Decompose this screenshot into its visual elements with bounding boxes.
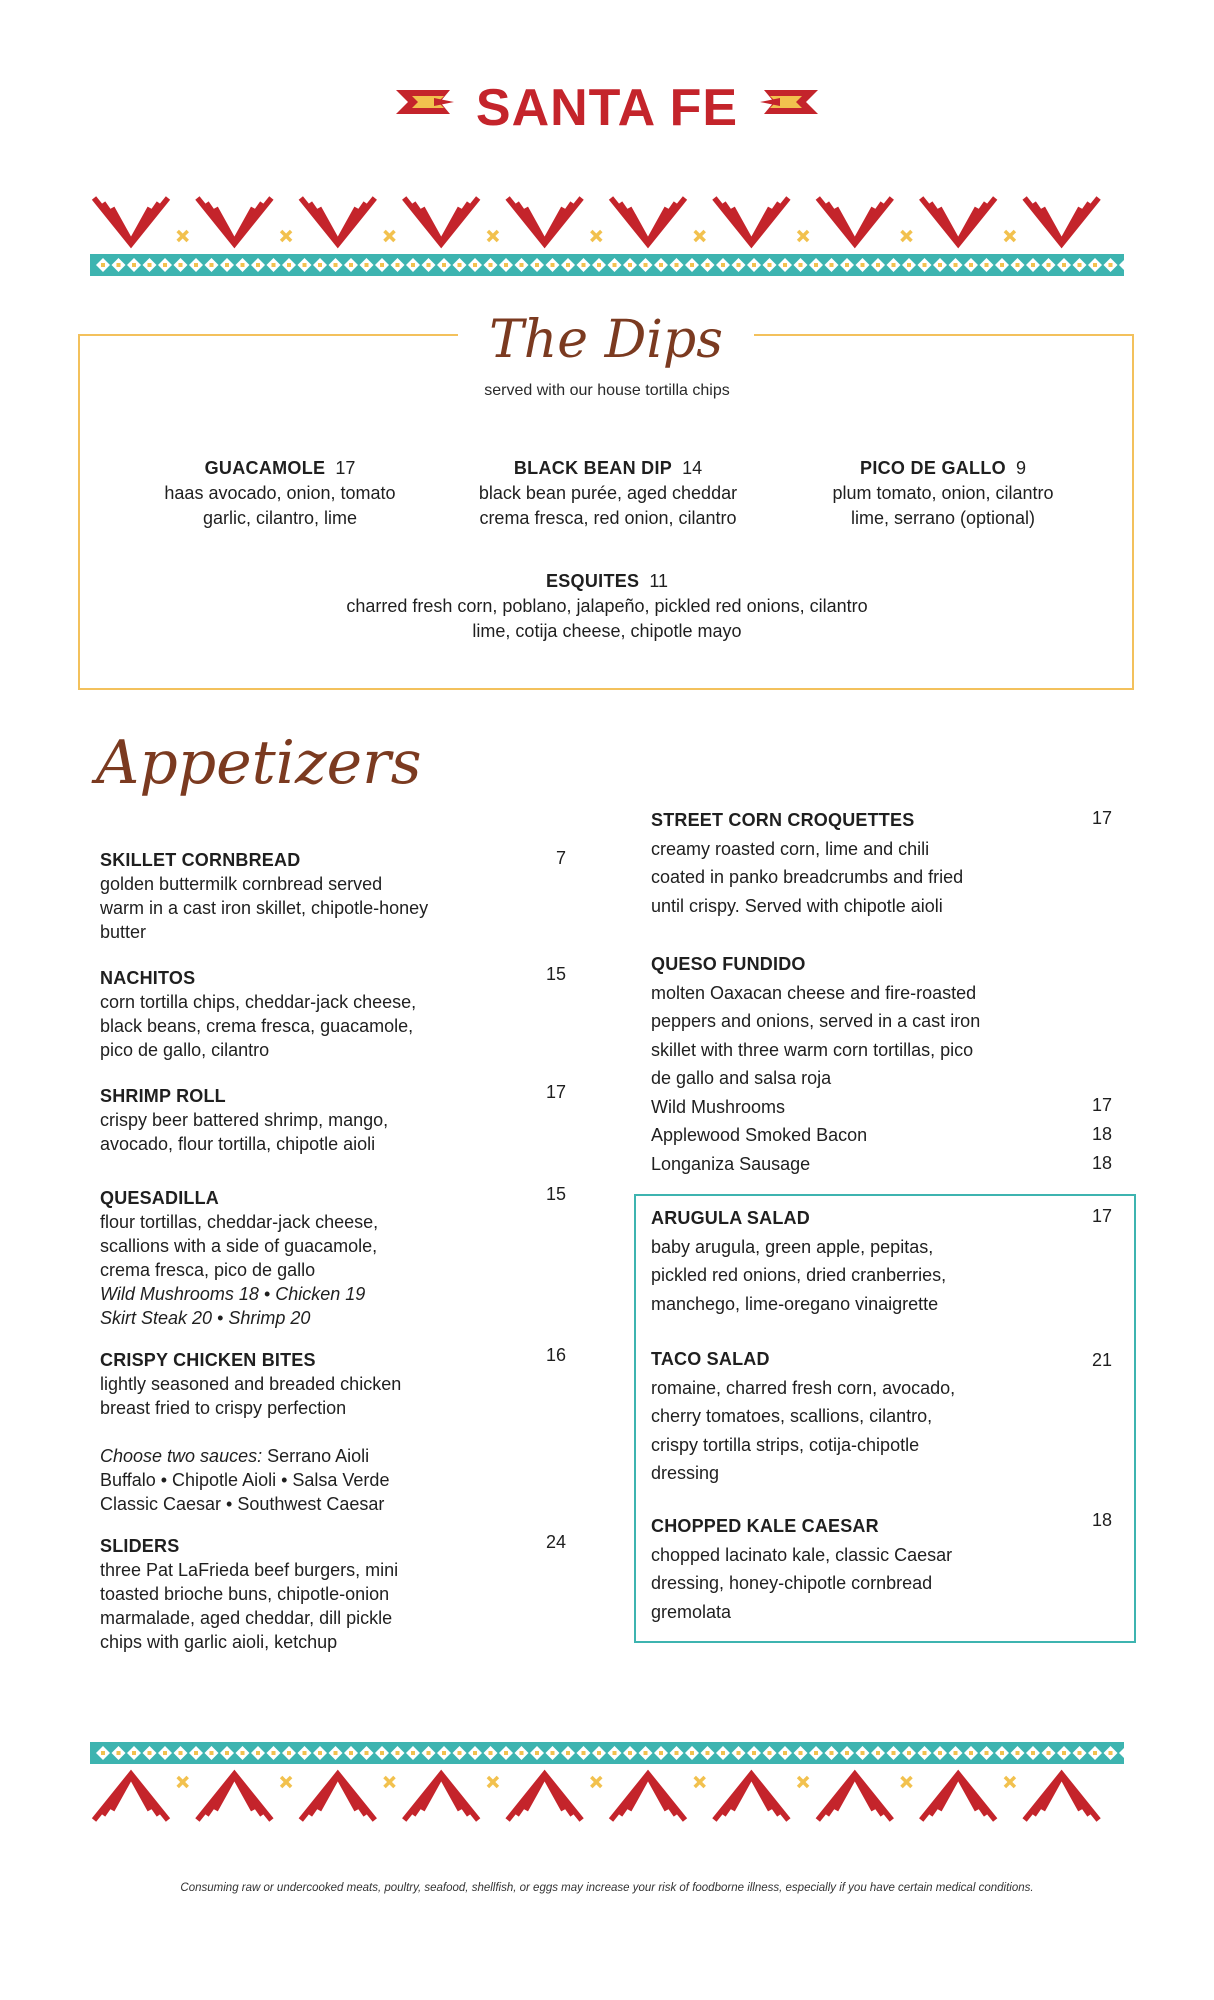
addon-price: 18 [1091,1124,1112,1144]
strip-dot [876,263,880,267]
menu-item [100,1186,470,1330]
strip-dot [1078,1751,1082,1755]
strip-dot [737,263,741,267]
item-name: CHOPPED KALE CAESAR [651,1516,879,1536]
dip-item [240,569,974,644]
chevron-ornament [197,1774,271,1820]
cross-ornament [798,1777,808,1787]
dip-name: BLACK BEAN DIP [513,458,673,478]
item-price: 15 [545,1184,566,1204]
chevron-ornament [94,1774,168,1820]
strip-dot [907,263,911,267]
strip-dot [814,263,818,267]
dip-price: 14 [682,458,703,478]
dip-desc-line: charred fresh corn, poblano, jalapeño, pickled red onions, cilantro [346,596,868,616]
strip-dot [396,1751,400,1755]
strip-dot [783,1751,787,1755]
strip-dot [473,263,477,267]
item-desc-line: corn tortilla chips, cheddar-jack cheese, [100,992,417,1012]
strip-dot [1016,263,1020,267]
strip-dot [1078,263,1082,267]
dip-desc-line: lime, serrano (optional) [850,508,1036,528]
addon-label: Longaniza Sausage [651,1153,811,1174]
strip-dot [876,1751,880,1755]
strip-dot [117,1751,121,1755]
item-desc-line: creamy roasted corn, lime and chili [651,838,930,859]
chevron-ornament [508,1774,582,1820]
strip-dot [799,263,803,267]
strip-dot [427,1751,431,1755]
strip-dot [458,1751,462,1755]
strip-dot [1031,1751,1035,1755]
strip-dot [613,263,617,267]
chevron-ornament [921,1774,995,1820]
strip-dot [163,263,167,267]
dips-title-wrap [458,302,754,376]
strip-dot [644,1751,648,1755]
item-desc-line: black beans, crema fresca, guacamole, [100,1016,414,1036]
strip-dot [318,1751,322,1755]
chevron-ornament [1025,1774,1099,1820]
strip-dot [923,263,927,267]
strip-dot [1000,263,1004,267]
dip-desc-line: garlic, cilantro, lime [202,508,358,528]
strip-dot [845,1751,849,1755]
strip-dot [272,263,276,267]
dip-desc-line: black bean purée, aged cheddar [478,483,738,503]
strip-dot [597,1751,601,1755]
strip-dot [132,1751,136,1755]
strip-dot [985,263,989,267]
item-desc-line: three Pat LaFrieda beef burgers, mini [100,1560,399,1580]
strip-dot [892,263,896,267]
strip-dot [566,263,570,267]
strip-dot [690,1751,694,1755]
strip-dot [1047,263,1051,267]
item-price: 17 [1091,808,1112,828]
strip-dot [256,263,260,267]
item-name: QUESO FUNDIDO [651,954,806,974]
strip-dot [969,1751,973,1755]
item-desc-line: toasted brioche buns, chipotle-onion [100,1584,390,1604]
addon-price: 17 [1091,1095,1112,1115]
dip-name: PICO DE GALLO [860,458,1006,478]
strip-dot [1031,263,1035,267]
item-desc-line: avocado, flour tortilla, chipotle aioli [100,1134,376,1154]
strip-dot [628,1751,632,1755]
item-name: SKILLET CORNBREAD [100,850,301,870]
strip-dot [706,263,710,267]
item-desc-line: de gallo and salsa roja [651,1068,832,1088]
item-option-line: Skirt Steak 20 • Shrimp 20 [100,1308,311,1328]
cross-ornament [488,1777,498,1787]
item-desc-line: manchego, lime-oregano vinaigrette [651,1293,939,1314]
strip-dot [659,1751,663,1755]
chevron-ornament [611,1774,685,1820]
strip-dot [1047,1751,1051,1755]
chevron-ornament [508,198,582,244]
strip-dot [303,1751,307,1755]
logo-wordmark: SANTA FE [475,79,739,137]
strip-dot [675,1751,679,1755]
item-price: 24 [545,1532,566,1552]
item-desc-line: butter [100,922,147,942]
item-desc-line: lightly seasoned and breaded chicken [100,1374,402,1394]
strip-dot [148,263,152,267]
strip-dot [644,263,648,267]
menu-item [100,1348,470,1516]
dip-price: 17 [335,458,356,478]
strip-dot [535,263,539,267]
strip-dot [380,263,384,267]
menu-item [651,1345,1031,1488]
chevron-ornament [404,1774,478,1820]
strip-dot [954,1751,958,1755]
strip-dot [907,1751,911,1755]
strip-dot [861,1751,865,1755]
chevron-ornament [94,198,168,244]
strip-dot [830,1751,834,1755]
strip-dot [458,263,462,267]
strip-dot [690,263,694,267]
dip-desc-line: lime, cotija cheese, chipotle mayo [472,621,742,641]
menu-item [651,1512,1031,1626]
item-desc-line: cherry tomatoes, scallions, cilantro, [651,1406,933,1426]
strip-dot [923,1751,927,1755]
cross-ornament [281,1777,291,1787]
strip-dot [489,1751,493,1755]
menu-item [100,966,470,1062]
strip-dot [535,1751,539,1755]
cross-ornament [695,231,705,241]
cross-ornament [281,231,291,241]
strip-dot [334,263,338,267]
item-desc-line: romaine, charred fresh corn, avocado, [651,1377,956,1398]
menu-item [651,1204,1031,1318]
item-desc-line: marmalade, aged cheddar, dill pickle [100,1608,393,1628]
strip-dot [225,263,229,267]
strip-dot [613,1751,617,1755]
item-desc-line: breast fried to crispy perfection [100,1398,347,1418]
strip-dot [442,1751,446,1755]
strip-dot [101,263,105,267]
strip-dot [504,263,508,267]
food-safety-disclaimer: Consuming raw or undercooked meats, poultry, seafood, shellfish, or eggs may increase your risk of foodborne illness, especially if you have certain medical conditions. [180,1882,1034,1894]
item-name: TACO SALAD [651,1349,770,1369]
dip-desc-line: plum tomato, onion, cilantro [832,483,1054,503]
strip-dot [256,1751,260,1755]
strip-dot [179,1751,183,1755]
item-desc-line: dressing [651,1463,720,1483]
cross-ornament [591,1777,601,1787]
item-desc-line: pico de gallo, cilantro [100,1040,270,1060]
item-name: STREET CORN CROQUETTES [651,810,915,830]
chevron-ornament [301,1774,375,1820]
strip-dot [334,1751,338,1755]
item-price: 17 [1091,1206,1112,1226]
strip-dot [194,263,198,267]
strip-dot [582,263,586,267]
item-desc-line: baby arugula, green apple, pepitas, [651,1236,934,1257]
strip-dot [1109,263,1113,267]
dip-price: 11 [649,571,669,591]
cross-ornament [178,1777,188,1787]
strip-dot [628,263,632,267]
menu-item [100,848,470,944]
menu-item [651,950,1031,1178]
strip-dot [132,263,136,267]
top-pattern-band [90,196,1124,278]
chevron-ornament [714,198,788,244]
item-name: SHRIMP ROLL [100,1086,226,1106]
item-name: CRISPY CHICKEN BITES [100,1350,316,1370]
strip-dot [1109,1751,1113,1755]
strip-dot [1062,263,1066,267]
sauce-first: Serrano Aioli [267,1446,370,1466]
strip-dot [365,263,369,267]
strip-dot [473,1751,477,1755]
strip-dot [427,263,431,267]
cross-ornament [1005,231,1015,241]
cross-ornament [902,1777,912,1787]
chevron-ornament [818,1774,892,1820]
strip-dot [830,263,834,267]
strip-dot [861,263,865,267]
strip-dot [504,1751,508,1755]
strip-dot [892,1751,896,1755]
strip-dot [566,1751,570,1755]
item-desc-line: coated in panko breadcrumbs and fried [651,867,964,887]
item-option-line: Wild Mushrooms 18 • Chicken 19 [100,1284,366,1304]
strip-dot [938,263,942,267]
cross-ornament [1005,1777,1015,1787]
strip-dot [179,263,183,267]
strip-dot [1093,1751,1097,1755]
strip-dot [241,1751,245,1755]
strip-dot [380,1751,384,1755]
chevron-ornament [197,198,271,244]
sauce-line: Buffalo • Chipotle Aioli • Salsa Verde [100,1470,390,1490]
item-desc-line: chopped lacinato kale, classic Caesar [651,1544,953,1565]
strip-dot [938,1751,942,1755]
cross-ornament [695,1777,705,1787]
item-desc-line: gremolata [651,1601,732,1622]
strip-dot [721,263,725,267]
strip-dot [101,1751,105,1755]
cross-ornament [385,1777,395,1787]
strip-dot [551,263,555,267]
item-price: 17 [545,1082,566,1102]
strip-dot [985,1751,989,1755]
item-desc-line: pickled red onions, dried cranberries, [651,1265,947,1285]
sauce-lead: Choose two sauces: [100,1446,268,1466]
item-name: NACHITOS [100,968,196,988]
strip-dot [520,1751,524,1755]
item-name: ARUGULA SALAD [651,1208,810,1228]
cross-ornament [385,231,395,241]
item-desc-line: peppers and onions, served in a cast iron [651,1011,981,1031]
strip-dot [520,263,524,267]
addon-price: 18 [1091,1153,1112,1173]
brand-logo [0,70,1214,140]
item-price: 18 [1091,1510,1112,1530]
strip-dot [210,263,214,267]
item-desc-line: scallions with a side of guacamole, [100,1236,378,1256]
strip-dot [814,1751,818,1755]
dip-desc-line: haas avocado, onion, tomato [164,483,396,503]
item-name: QUESADILLA [100,1188,219,1208]
strip-dot [194,1751,198,1755]
chevron-ornament [301,198,375,244]
strip-dot [1016,1751,1020,1755]
item-desc-line: molten Oaxacan cheese and fire-roasted [651,982,977,1003]
strip-dot [752,1751,756,1755]
strip-dot [1093,263,1097,267]
strip-dot [845,263,849,267]
strip-dot [272,1751,276,1755]
item-price: 16 [545,1345,566,1365]
dip-name: GUACAMOLE [204,458,326,478]
appetizers-title: Appetizers [96,728,422,798]
menu-item [100,1084,470,1156]
chevron-ornament [1025,198,1099,244]
strip-dot [117,263,121,267]
strip-dot [783,263,787,267]
chevron-ornament [818,198,892,244]
strip-dot [721,1751,725,1755]
item-desc-line: warm in a cast iron skillet, chipotle-honey [100,898,429,918]
strip-dot [411,1751,415,1755]
item-price: 7 [555,848,566,868]
dip-item [783,456,1103,531]
item-price: 21 [1091,1350,1112,1370]
cross-ornament [798,231,808,241]
menu-item [100,1534,470,1654]
item-desc-line: until crispy. Served with chipotle aioli [651,895,943,916]
chevron-ornament [404,198,478,244]
cross-ornament [488,231,498,241]
item-desc-line: chips with garlic aioli, ketchup [100,1632,338,1652]
item-name: SLIDERS [100,1536,180,1556]
dip-name: ESQUITES [545,571,640,591]
strip-dot [551,1751,555,1755]
strip-dot [1062,1751,1066,1755]
strip-dot [659,263,663,267]
strip-dot [597,263,601,267]
chevron-ornament [714,1774,788,1820]
dips-title: The Dips [489,310,723,370]
item-price: 15 [545,964,566,984]
addon-label: Applewood Smoked Bacon [651,1125,868,1145]
strip-dot [768,263,772,267]
dip-item [448,456,768,531]
item-desc-line: crispy beer battered shrimp, mango, [100,1110,389,1130]
strip-dot [737,1751,741,1755]
strip-dot [1000,1751,1004,1755]
menu-item [651,806,1031,920]
strip-dot [442,263,446,267]
strip-dot [148,1751,152,1755]
item-desc-line: dressing, honey-chipotle cornbread [651,1573,933,1593]
strip-dot [489,263,493,267]
item-desc-line: skillet with three warm corn tortillas, pico [651,1039,974,1060]
strip-dot [287,1751,291,1755]
strip-dot [411,263,415,267]
strip-dot [303,263,307,267]
strip-dot [225,1751,229,1755]
cross-ornament [902,231,912,241]
sauce-line: Classic Caesar • Southwest Caesar [100,1494,385,1514]
cross-ornament [178,231,188,241]
strip-dot [287,263,291,267]
dip-desc-line: crema fresca, red onion, cilantro [479,508,737,528]
strip-dot [799,1751,803,1755]
item-desc-line: crema fresca, pico de gallo [100,1260,316,1280]
addon-label: Wild Mushrooms [651,1096,786,1117]
strip-dot [163,1751,167,1755]
item-desc-line: flour tortillas, cheddar-jack cheese, [100,1212,379,1232]
dips-subtitle: served with our house tortilla chips [484,382,730,399]
bottom-pattern-band [90,1740,1124,1822]
strip-dot [365,1751,369,1755]
dip-price: 9 [1015,458,1026,478]
strip-dot [969,263,973,267]
item-desc-line: crispy tortilla strips, cotija-chipotle [651,1434,920,1455]
strip-dot [675,263,679,267]
strip-dot [768,1751,772,1755]
strip-dot [752,263,756,267]
strip-dot [241,263,245,267]
strip-dot [582,1751,586,1755]
strip-dot [349,263,353,267]
strip-dot [396,263,400,267]
strip-dot [954,263,958,267]
chevron-ornament [611,198,685,244]
item-desc-line: golden buttermilk cornbread served [100,874,383,894]
chevron-ornament [921,198,995,244]
strip-dot [210,1751,214,1755]
strip-dot [349,1751,353,1755]
strip-dot [706,1751,710,1755]
cross-ornament [591,231,601,241]
dip-item [120,456,440,531]
strip-dot [318,263,322,267]
